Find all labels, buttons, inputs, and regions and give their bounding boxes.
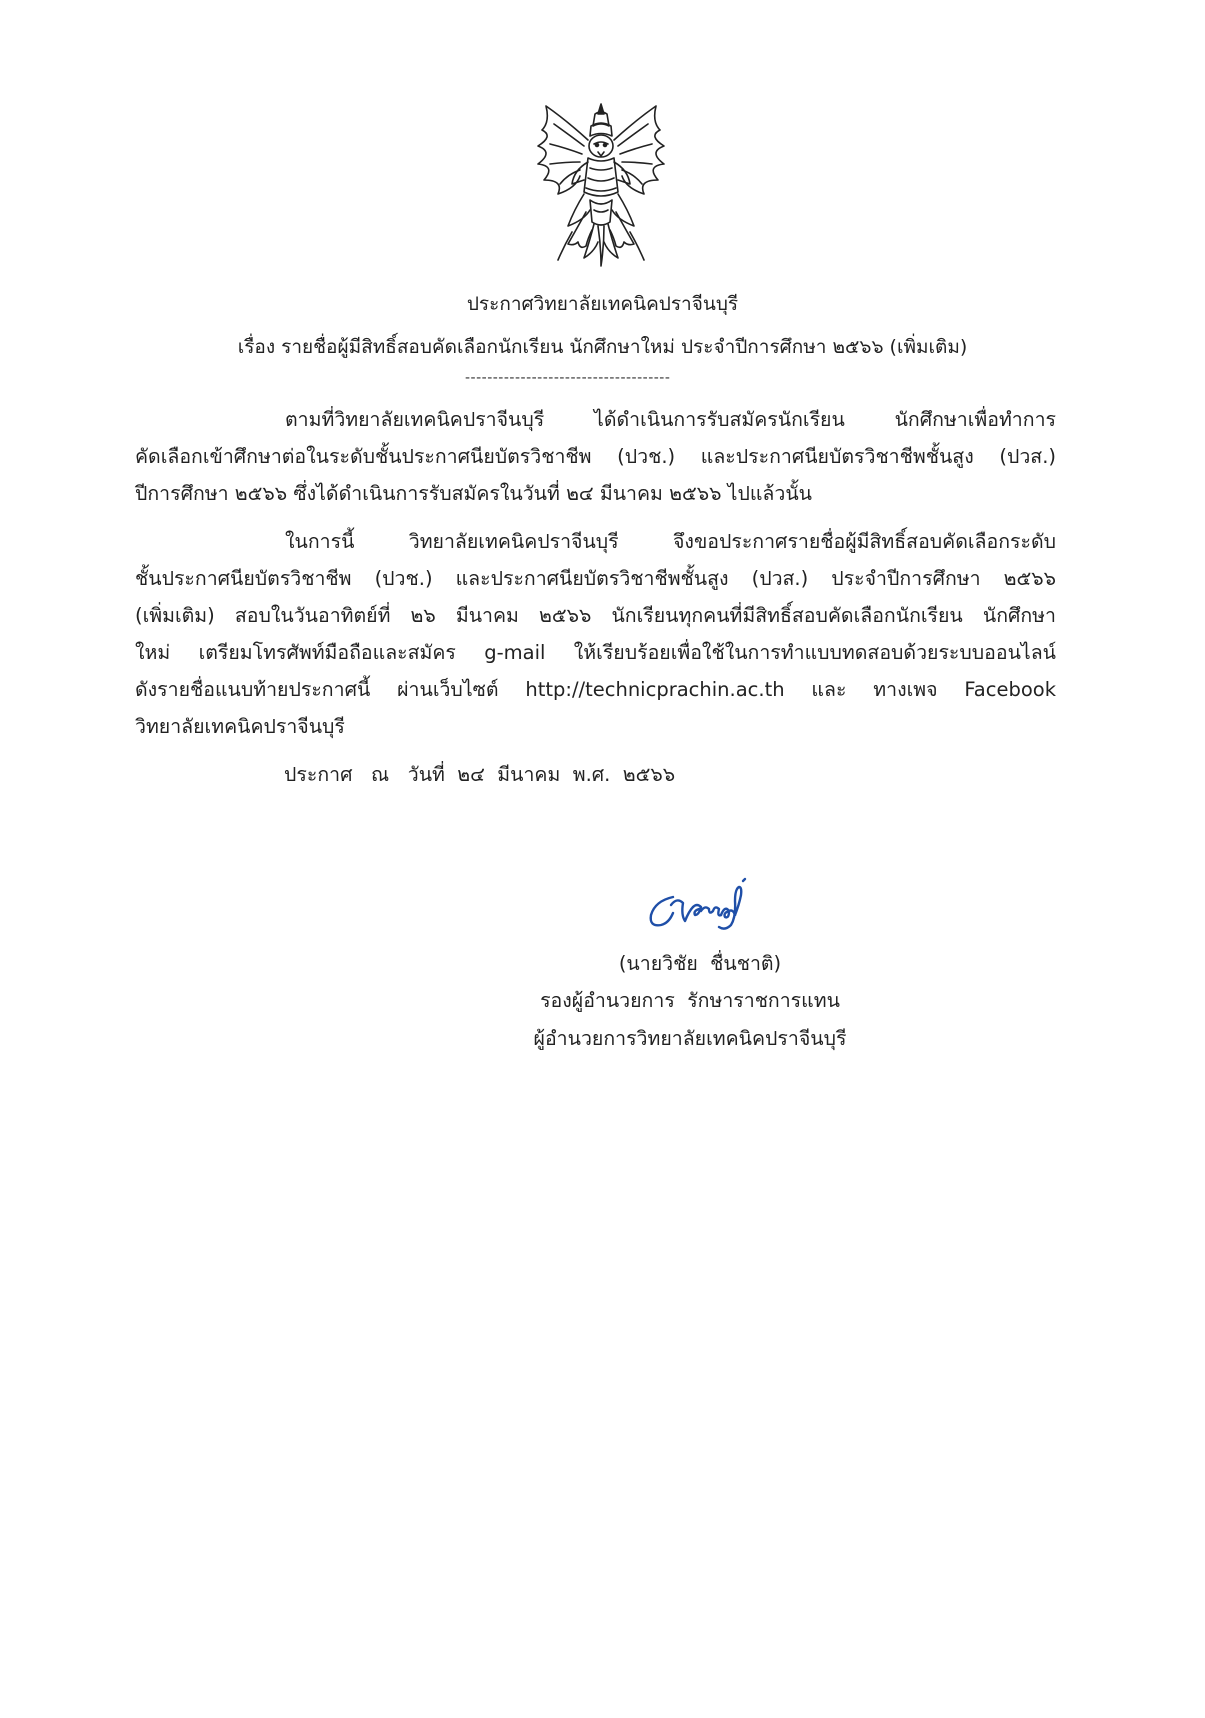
paragraph-intro [135, 401, 1056, 512]
paragraph-line: ชั้นประกาศนียบัตรวิชาชีพ (ปวช.) และประกาศนียบัตรวิชาชีพชั้นสูง (ปวส.) ประจำปีการศึกษา ๒๕๖๖ [135, 567, 1056, 590]
handwritten-signature-icon [643, 875, 753, 937]
paragraph-line: คัดเลือกเข้าศึกษาต่อในระดับชั้นประกาศนียบัตรวิชาชีพ (ปวช.) และประกาศนียบัตรวิชาชีพชั้นสูง (ปวส.) [135, 445, 1056, 468]
title-separator: ------------------------------------- [465, 370, 671, 386]
paragraph-line: วิทยาลัยเทคนิคปราจีนบุรี [135, 715, 345, 738]
paragraph-line: ใหม่ เตรียมโทรศัพท์มือถือและสมัคร g-mail ให้เรียบร้อยเพื่อใช้ในการทำแบบทดสอบด้วยระบบออนไลน์ [135, 641, 1056, 664]
paragraph-announcement [135, 523, 1056, 745]
garuda-emblem-icon [528, 100, 674, 272]
paragraph-line: ในการนี้ วิทยาลัยเทคนิคปราจีนบุรี จึงขอประกาศรายชื่อผู้มีสิทธิ์สอบคัดเลือกระดับ [285, 530, 1056, 553]
signer-name: (นายวิชัย ชื่นชาติ) [618, 952, 782, 975]
signer-position: รองผู้อำนวยการ รักษาราชการแทน [540, 989, 840, 1012]
paragraph-line: ดังรายชื่อแนบท้ายประกาศนี้ ผ่านเว็บไซต์ http://technicprachin.ac.th และ ทางเพจ Facebook [135, 678, 1056, 701]
paragraph-line: (เพิ่มเติม) สอบในวันอาทิตย์ที่ ๒๖ มีนาคม ๒๕๖๖ นักเรียนทุกคนที่มีสิทธิ์สอบคัดเลือกนักเรียน นักศึกษา [135, 604, 1056, 627]
paragraph-line: ปีการศึกษา ๒๕๖๖ ซึ่งได้ดำเนินการรับสมัครในวันที่ ๒๔ มีนาคม ๒๕๖๖ ไปแล้วนั้น [135, 482, 812, 505]
announcement-subject: เรื่อง รายชื่อผู้มีสิทธิ์สอบคัดเลือกนักเรียน นักศึกษาใหม่ ประจำปีการศึกษา ๒๕๖๖ (เพิ่มเติม) [237, 336, 968, 358]
announcement-title: ประกาศวิทยาลัยเทคนิคปราจีนบุรี [466, 293, 739, 315]
paragraph-line: ตามที่วิทยาลัยเทคนิคปราจีนบุรี ได้ดำเนินการรับสมัครนักเรียน นักศึกษาเพื่อทำการ [285, 408, 1056, 431]
announcement-date: ประกาศ ณ วันที่ ๒๔ มีนาคม พ.ศ. ๒๕๖๖ [284, 763, 676, 786]
signer-title: ผู้อำนวยการวิทยาลัยเทคนิคปราจีนบุรี [533, 1027, 847, 1050]
